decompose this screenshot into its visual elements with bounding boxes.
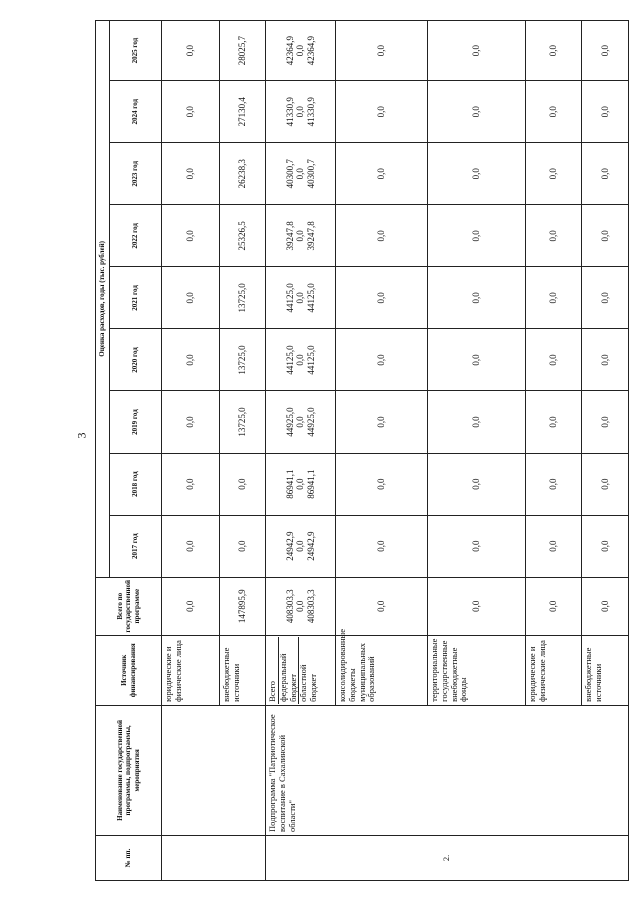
total-cell: 0,0	[526, 577, 582, 635]
year-value: 24942,9	[284, 531, 295, 561]
year-value: 0,0	[428, 143, 526, 205]
year-value: 44125,0	[305, 345, 316, 375]
year-value: 0,0	[526, 143, 582, 205]
total-cell: 0,0	[582, 577, 629, 635]
year-value: 28025,7	[220, 21, 266, 81]
year-value: 0,0	[162, 329, 220, 391]
year-value: 0,0	[336, 329, 428, 391]
year-group-cell	[266, 81, 336, 143]
year-value: 0,0	[295, 106, 306, 118]
header-year: 2019 год	[110, 391, 162, 453]
year-value: 42364,9	[305, 35, 316, 66]
total-cell: 0,0	[162, 577, 220, 635]
header-name: Наименование государственной программы, подпрограммы, мероприятия	[96, 705, 162, 835]
year-group-cell	[266, 267, 336, 329]
year-value: 0,0	[295, 168, 306, 180]
source-cell: внебюджетные источники	[220, 635, 266, 705]
year-value: 13725,0	[220, 267, 266, 329]
rotated-table-wrapper	[95, 20, 628, 881]
row-number-cell	[162, 835, 266, 880]
year-value: 0,0	[336, 515, 428, 577]
year-value: 0,0	[526, 391, 582, 453]
total-cell: 408303,3	[284, 589, 295, 624]
year-value: 0,0	[428, 329, 526, 391]
year-value: 0,0	[162, 81, 220, 143]
year-value: 0,0	[582, 453, 629, 515]
year-value: 0,0	[428, 21, 526, 81]
year-value: 0,0	[295, 354, 306, 366]
year-value: 0,0	[526, 515, 582, 577]
header-year: 2024 год	[110, 81, 162, 143]
year-value: 0,0	[295, 478, 306, 490]
year-value: 0,0	[162, 267, 220, 329]
year-value: 0,0	[428, 267, 526, 329]
year-value: 0,0	[162, 391, 220, 453]
year-value: 0,0	[582, 81, 629, 143]
year-value: 0,0	[336, 21, 428, 81]
year-group-cell	[266, 329, 336, 391]
year-value: 0,0	[220, 453, 266, 515]
year-group-cell	[266, 391, 336, 453]
year-value: 0,0	[336, 143, 428, 205]
year-value: 0,0	[582, 205, 629, 267]
year-value: 0,0	[220, 515, 266, 577]
source-cell: федеральный бюджет	[277, 653, 298, 702]
total-cell: 0,0	[295, 600, 306, 612]
header-estimate: Оценка расходов, годы (тыс. рублей)	[96, 21, 110, 578]
source-cell: внебюджетные источники	[582, 635, 629, 705]
year-value: 0,0	[526, 81, 582, 143]
year-value: 42364,9	[284, 35, 295, 66]
page-number: 3	[74, 432, 89, 439]
year-value: 0,0	[526, 21, 582, 81]
source-cell: юридические и физические лица	[162, 635, 220, 705]
year-value: 0,0	[295, 44, 306, 57]
year-value: 39247,8	[284, 221, 295, 251]
subprogram-name: Подпрограмма "Патриотическое воспитание в Сахалинской области"	[266, 705, 629, 835]
year-value: 0,0	[336, 267, 428, 329]
total-cell: 147895,9	[220, 577, 266, 635]
year-value: 0,0	[336, 391, 428, 453]
year-value: 0,0	[295, 230, 306, 242]
year-value: 0,0	[428, 205, 526, 267]
header-year: 2018 год	[110, 453, 162, 515]
row-number: 2.	[266, 835, 629, 880]
year-value: 24942,9	[305, 531, 316, 561]
year-value: 0,0	[295, 292, 306, 304]
year-value: 0,0	[162, 143, 220, 205]
year-value: 0,0	[162, 515, 220, 577]
source-cell: Всего	[267, 680, 277, 702]
year-value: 44925,0	[284, 407, 295, 437]
year-value: 0,0	[428, 391, 526, 453]
header-year: 2017 год	[110, 515, 162, 577]
header-year: 2022 год	[110, 205, 162, 267]
year-value: 0,0	[428, 453, 526, 515]
year-value: 0,0	[582, 515, 629, 577]
year-value: 0,0	[526, 267, 582, 329]
year-value: 0,0	[428, 515, 526, 577]
year-value: 0,0	[582, 21, 629, 81]
header-year: 2021 год	[110, 267, 162, 329]
year-value: 86941,1	[284, 469, 295, 499]
year-value: 13725,0	[220, 391, 266, 453]
year-value: 26238,3	[220, 143, 266, 205]
header-year: 2020 год	[110, 329, 162, 391]
header-number: № пп.	[96, 835, 162, 880]
source-group-cell	[266, 635, 336, 705]
year-value: 0,0	[526, 453, 582, 515]
year-value: 40300,7	[305, 159, 316, 189]
year-value: 44125,0	[284, 345, 295, 375]
header-total: Всего по государственной программе	[96, 577, 162, 635]
table-row	[162, 21, 220, 881]
row-name-cell	[162, 705, 266, 835]
year-value: 41330,9	[284, 97, 295, 127]
year-group-cell	[266, 205, 336, 267]
year-group-cell	[266, 143, 336, 205]
year-value: 0,0	[582, 267, 629, 329]
source-cell: консолидированные бюджеты муниципальных образований	[336, 635, 428, 705]
year-value: 44125,0	[284, 283, 295, 313]
year-group-cell	[266, 515, 336, 577]
year-value: 0,0	[336, 453, 428, 515]
year-value: 0,0	[336, 205, 428, 267]
year-value: 0,0	[295, 540, 306, 552]
year-value: 39247,8	[305, 221, 316, 251]
year-value: 40300,7	[284, 159, 295, 189]
table-row	[266, 21, 336, 881]
total-group-cell	[266, 577, 336, 635]
year-group-cell	[266, 21, 336, 81]
year-value: 0,0	[295, 416, 306, 428]
year-value: 25326,5	[220, 205, 266, 267]
source-cell: территориальные государственные внебюджетные фонды	[428, 635, 526, 705]
year-value: 0,0	[336, 81, 428, 143]
year-value: 0,0	[162, 21, 220, 81]
year-value: 0,0	[582, 391, 629, 453]
year-value: 44925,0	[305, 407, 316, 437]
year-value: 86941,1	[305, 469, 316, 499]
year-value: 41330,9	[305, 97, 316, 127]
year-value: 0,0	[162, 205, 220, 267]
year-value: 27130,4	[220, 81, 266, 143]
header-year: 2025 год	[110, 21, 162, 81]
year-value: 13725,0	[220, 329, 266, 391]
total-cell: 408303,3	[305, 589, 316, 624]
header-year: 2023 год	[110, 143, 162, 205]
year-value: 44125,0	[305, 283, 316, 313]
financing-table	[95, 20, 629, 881]
total-cell: 0,0	[336, 577, 428, 635]
year-value: 0,0	[526, 329, 582, 391]
header-source: Источник финансирования	[96, 635, 162, 705]
year-value: 0,0	[582, 143, 629, 205]
total-cell: 0,0	[428, 577, 526, 635]
year-value: 0,0	[582, 329, 629, 391]
year-value: 0,0	[526, 205, 582, 267]
source-cell: областной бюджет	[298, 664, 319, 702]
year-value: 0,0	[162, 453, 220, 515]
year-group-cell	[266, 453, 336, 515]
year-value: 0,0	[428, 81, 526, 143]
source-cell: юридические и физические лица	[526, 635, 582, 705]
